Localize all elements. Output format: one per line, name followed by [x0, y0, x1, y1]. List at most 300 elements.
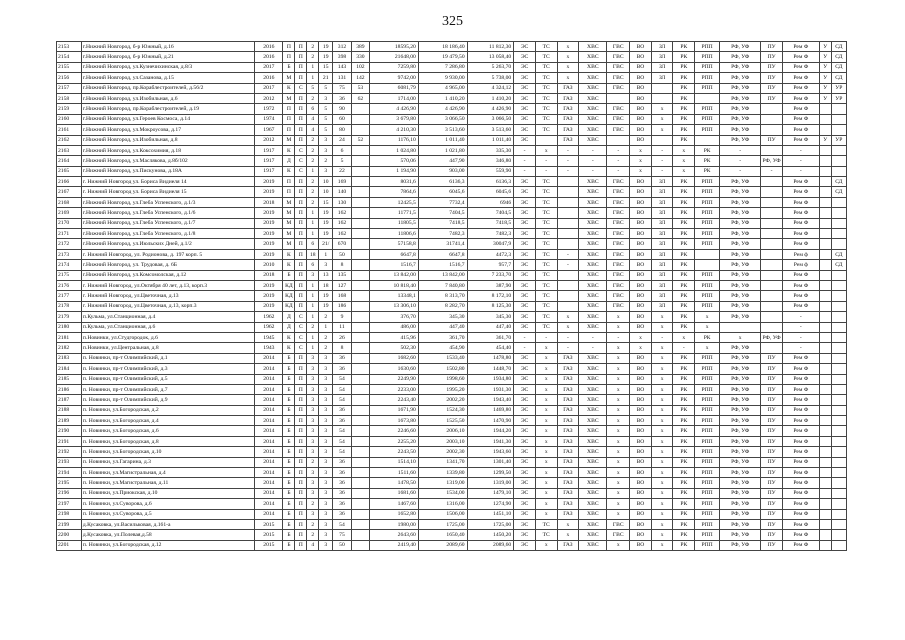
- table-cell: ПУ: [761, 509, 783, 519]
- table-cell: х: [535, 447, 557, 457]
- table-cell: 50: [333, 249, 351, 259]
- table-cell: 2: [307, 42, 319, 52]
- table-cell: [831, 332, 846, 342]
- table-cell: 102: [351, 62, 369, 72]
- table-cell: РК: [695, 156, 720, 166]
- table-cell: ХВС: [579, 519, 607, 529]
- table-cell: 2: [307, 145, 319, 155]
- table-cell: [761, 291, 783, 301]
- table-cell: [819, 457, 831, 467]
- table-cell: х: [607, 426, 630, 436]
- table-cell: РК: [673, 447, 695, 457]
- table-cell: 2019: [255, 280, 283, 290]
- table-cell: Б: [283, 416, 295, 426]
- table-cell: РФ, УФ: [720, 249, 761, 259]
- table-cell: ЭС: [514, 73, 536, 83]
- table-cell: 2171: [57, 229, 82, 239]
- table-cell: [819, 229, 831, 239]
- table-cell: [831, 312, 846, 322]
- table-cell: РФ, УФ: [720, 73, 761, 83]
- table-row: [57, 322, 847, 332]
- table-cell: РФ, УФ: [720, 177, 761, 187]
- table-row: [57, 218, 847, 228]
- table-cell: ЭС: [514, 488, 536, 498]
- table-cell: 6946: [467, 197, 514, 207]
- table-cell: РПП: [695, 457, 720, 467]
- table-cell: Д: [283, 322, 295, 332]
- table-cell: Б: [283, 384, 295, 394]
- table-cell: С: [295, 145, 307, 155]
- table-cell: [557, 177, 579, 187]
- table-cell: 1: [307, 332, 319, 342]
- table-cell: г. Нижний Новгород, ул.Октября 40 лет, д.13, корп.3: [81, 280, 254, 290]
- table-cell: 2249,90: [370, 374, 419, 384]
- table-cell: 13 306,10: [370, 301, 419, 311]
- table-cell: 2014: [255, 374, 283, 384]
- table-cell: 1341,70: [418, 457, 467, 467]
- table-cell: 54: [333, 395, 351, 405]
- table-cell: РК: [673, 197, 695, 207]
- table-cell: 5: [319, 125, 333, 135]
- table-cell: г.Нижний Новгород, ул.Июльских Дней, д.1/2: [81, 239, 254, 249]
- table-cell: ЭС: [514, 468, 536, 478]
- table-cell: 4: [307, 114, 319, 124]
- table-cell: РФ, УФ: [720, 229, 761, 239]
- table-cell: 5: [319, 83, 333, 93]
- table-cell: ХВС: [579, 405, 607, 415]
- table-cell: -: [557, 343, 579, 353]
- table-cell: 127: [333, 280, 351, 290]
- table-cell: ГВС: [607, 62, 630, 72]
- table-cell: 2196: [57, 488, 82, 498]
- table-cell: М: [283, 93, 295, 103]
- table-cell: 2015: [255, 530, 283, 540]
- table-cell: 3: [307, 353, 319, 363]
- table-cell: У: [819, 62, 831, 72]
- table-cell: [351, 426, 369, 436]
- table-cell: п. Новинки, ул.Богородская, д.2: [81, 405, 254, 415]
- table-cell: 3 066,50: [418, 114, 467, 124]
- table-cell: г.Нижний Новгород, ул.Героев Космоса, д.14: [81, 114, 254, 124]
- table-row: [57, 312, 847, 322]
- table-cell: [819, 104, 831, 114]
- table-row: [57, 509, 847, 519]
- table-cell: П: [283, 104, 295, 114]
- table-cell: 2: [307, 499, 319, 509]
- table-cell: [819, 301, 831, 311]
- table-cell: [557, 208, 579, 218]
- table-cell: ГАЗ: [557, 405, 579, 415]
- table-cell: ХВС: [579, 104, 607, 114]
- table-cell: П: [295, 540, 307, 550]
- table-cell: ХВС: [579, 52, 607, 62]
- table-cell: ЭС: [514, 52, 536, 62]
- table-cell: ВО: [630, 436, 652, 446]
- table-cell: ВО: [630, 519, 652, 529]
- table-cell: -: [651, 156, 673, 166]
- table-cell: -: [782, 166, 819, 176]
- table-cell: [761, 208, 783, 218]
- table-cell: 22: [333, 166, 351, 176]
- table-row: [57, 125, 847, 135]
- table-cell: ТС: [535, 229, 557, 239]
- table-cell: РФ, УФ: [720, 416, 761, 426]
- table-cell: п. Новинки, ул.Магистральная, д.4: [81, 468, 254, 478]
- table-cell: Рем Ф: [782, 42, 819, 52]
- table-cell: Рем Ф: [782, 436, 819, 446]
- table-cell: ТС: [535, 42, 557, 52]
- table-cell: РК: [673, 364, 695, 374]
- table-cell: Рем Ф: [782, 488, 819, 498]
- table-cell: Рем Ф: [782, 125, 819, 135]
- table-cell: [351, 416, 369, 426]
- table-cell: [819, 197, 831, 207]
- table-cell: П: [295, 374, 307, 384]
- table-cell: 1998,60: [418, 374, 467, 384]
- table-cell: РФ, УФ: [720, 187, 761, 197]
- table-cell: [819, 270, 831, 280]
- table-cell: -: [514, 332, 536, 342]
- table-cell: г.Нижний Новгород, ул.Маслякова, д.8б/102: [81, 156, 254, 166]
- table-cell: С: [295, 83, 307, 93]
- table-cell: РПП: [695, 42, 720, 52]
- table-cell: х: [535, 488, 557, 498]
- table-cell: 10: [319, 187, 333, 197]
- table-cell: С: [295, 156, 307, 166]
- table-cell: ПУ: [761, 52, 783, 62]
- table-cell: П: [295, 468, 307, 478]
- table-cell: 2255,20: [370, 436, 419, 446]
- table-cell: г.Нижний Новгород, ул.Глеба Успенского, д.1/6: [81, 208, 254, 218]
- table-cell: 3: [307, 395, 319, 405]
- table-cell: П: [295, 52, 307, 62]
- page-number: 325: [442, 14, 463, 29]
- table-cell: 1 024,80: [370, 145, 419, 155]
- table-cell: РФ, УФ: [720, 540, 761, 550]
- table-cell: РК: [673, 291, 695, 301]
- table-cell: ГВС: [607, 291, 630, 301]
- table-row: [57, 447, 847, 457]
- table-cell: Д: [283, 156, 295, 166]
- table-cell: [819, 519, 831, 529]
- table-cell: ХВС: [579, 488, 607, 498]
- table-cell: п.Новинки, ул.Центральная, д.8: [81, 343, 254, 353]
- table-cell: х: [535, 457, 557, 467]
- table-cell: -: [514, 166, 536, 176]
- table-cell: РПП: [695, 177, 720, 187]
- table-cell: 3 513,60: [467, 125, 514, 135]
- table-cell: [761, 343, 783, 353]
- table-cell: 1 021,80: [418, 145, 467, 155]
- table-cell: ЭС: [514, 530, 536, 540]
- table-cell: ПУ: [761, 83, 783, 93]
- table-cell: П: [295, 187, 307, 197]
- table-cell: ХВС: [579, 499, 607, 509]
- table-cell: х: [651, 488, 673, 498]
- table-cell: РПП: [695, 374, 720, 384]
- table-cell: 13: [319, 270, 333, 280]
- table-cell: ПУ: [761, 364, 783, 374]
- table-cell: 186: [333, 301, 351, 311]
- table-cell: Рем Ф: [782, 93, 819, 103]
- table-cell: Б: [283, 457, 295, 467]
- table-cell: П: [295, 239, 307, 249]
- table-cell: ВО: [630, 260, 652, 270]
- table-cell: Рем Ф: [782, 104, 819, 114]
- table-cell: 2: [307, 52, 319, 62]
- table-cell: 12425,5: [370, 197, 419, 207]
- table-cell: 1714,00: [370, 93, 419, 103]
- table-cell: РК: [673, 177, 695, 187]
- table-cell: ГАЗ: [557, 478, 579, 488]
- table-cell: ХВС: [579, 478, 607, 488]
- table-cell: 8 125,30: [467, 301, 514, 311]
- table-cell: РФ, УФ: [720, 93, 761, 103]
- table-cell: 2014: [255, 426, 283, 436]
- table-cell: -: [557, 332, 579, 342]
- table-cell: п.Новинки, ул.Студгородок, д.6: [81, 332, 254, 342]
- table-cell: ЗЛ: [651, 239, 673, 249]
- table-cell: [351, 187, 369, 197]
- table-cell: Рем Ф: [782, 62, 819, 72]
- table-cell: -: [579, 343, 607, 353]
- table-cell: [557, 291, 579, 301]
- table-cell: х: [695, 312, 720, 322]
- table-cell: 18 186,40: [418, 42, 467, 52]
- table-cell: 13348,1: [370, 291, 419, 301]
- table-cell: П: [283, 125, 295, 135]
- table-row: [57, 416, 847, 426]
- table-cell: х: [630, 145, 652, 155]
- table-cell: 2194: [57, 468, 82, 478]
- table-cell: 2014: [255, 353, 283, 363]
- table-cell: РК: [673, 426, 695, 436]
- table-cell: 36: [333, 478, 351, 488]
- table-cell: 1467,60: [370, 499, 419, 509]
- table-row: [57, 135, 847, 145]
- table-cell: П: [283, 52, 295, 62]
- table-cell: [761, 322, 783, 332]
- table-cell: Рем Ф: [782, 540, 819, 550]
- table-cell: ПУ: [761, 436, 783, 446]
- table-cell: 1: [307, 291, 319, 301]
- table-cell: ХВС: [579, 395, 607, 405]
- table-cell: [819, 540, 831, 550]
- table-cell: П: [295, 229, 307, 239]
- table-cell: п. Новинки, пр-т Олимпийский, д.3: [81, 364, 254, 374]
- table-cell: 2019: [255, 301, 283, 311]
- table-cell: ЭС: [514, 436, 536, 446]
- table-cell: х: [607, 509, 630, 519]
- table-cell: 36: [333, 405, 351, 415]
- table-cell: 389: [351, 42, 369, 52]
- table-cell: ВО: [630, 540, 652, 550]
- table-cell: 4 965,00: [418, 83, 467, 93]
- table-cell: ТС: [535, 52, 557, 62]
- table-cell: Рем Ф: [782, 353, 819, 363]
- table-cell: РФ, УФ: [720, 104, 761, 114]
- table-cell: 54: [333, 374, 351, 384]
- table-cell: РПП: [695, 540, 720, 550]
- table-cell: п. Новинки, пр-т Олимпийский, д.5: [81, 374, 254, 384]
- table-cell: 345,30: [467, 312, 514, 322]
- table-cell: 2019: [255, 239, 283, 249]
- table-cell: РК: [673, 395, 695, 405]
- table-cell: х: [607, 540, 630, 550]
- table-cell: [831, 218, 846, 228]
- table-cell: 2170: [57, 218, 82, 228]
- table-cell: 2159: [57, 104, 82, 114]
- table-cell: х: [557, 322, 579, 332]
- table-cell: 1516,7: [370, 260, 419, 270]
- table-row: [57, 436, 847, 446]
- table-cell: -: [782, 322, 819, 332]
- table-cell: х: [607, 488, 630, 498]
- table-cell: [351, 343, 369, 353]
- table-cell: ХВС: [579, 208, 607, 218]
- table-cell: 54: [333, 436, 351, 446]
- table-row: [57, 374, 847, 384]
- table-cell: [351, 478, 369, 488]
- table-cell: ПУ: [761, 416, 783, 426]
- table-cell: [819, 239, 831, 249]
- table-cell: М: [283, 229, 295, 239]
- table-cell: 9 930,00: [418, 73, 467, 83]
- table-cell: УР: [831, 135, 846, 145]
- table-cell: 2018: [255, 197, 283, 207]
- table-cell: п. Новинки, ул.Гагарина, д.3: [81, 457, 254, 467]
- table-cell: [819, 416, 831, 426]
- table-cell: 4: [307, 125, 319, 135]
- table-cell: ГАЗ: [557, 384, 579, 394]
- table-cell: г.Нижний Новгород, ул.Пискунова, д.18А: [81, 166, 254, 176]
- table-cell: 1450,20: [467, 530, 514, 540]
- table-cell: х: [607, 416, 630, 426]
- table-cell: 2192: [57, 447, 82, 457]
- table-cell: ГАЗ: [557, 468, 579, 478]
- table-cell: [831, 114, 846, 124]
- table-cell: 5: [307, 83, 319, 93]
- table-cell: 2016: [255, 42, 283, 52]
- table-cell: ПУ: [761, 519, 783, 529]
- table-cell: 13 842,00: [418, 270, 467, 280]
- table-row: [57, 62, 847, 72]
- table-cell: РК: [673, 353, 695, 363]
- table-cell: 10: [319, 177, 333, 187]
- table-cell: 162: [333, 218, 351, 228]
- table-cell: 168: [333, 291, 351, 301]
- table-cell: КД: [283, 291, 295, 301]
- table-cell: ХВС: [579, 540, 607, 550]
- table-cell: 2157: [57, 83, 82, 93]
- table-cell: ВО: [630, 239, 652, 249]
- table-row: [57, 208, 847, 218]
- table-cell: ВО: [630, 218, 652, 228]
- table-cell: РК: [673, 499, 695, 509]
- table-cell: 2643,60: [370, 530, 419, 540]
- table-cell: х: [673, 332, 695, 342]
- table-cell: ГАЗ: [557, 509, 579, 519]
- table-cell: 2003,10: [418, 436, 467, 446]
- table-cell: х: [535, 405, 557, 415]
- table-cell: ЗЛ: [651, 197, 673, 207]
- table-cell: 4 426,90: [418, 104, 467, 114]
- table-cell: 1917: [255, 156, 283, 166]
- table-cell: [351, 104, 369, 114]
- table-cell: ЗЛ: [651, 229, 673, 239]
- table-cell: РПП: [695, 52, 720, 62]
- table-cell: ХВС: [579, 114, 607, 124]
- table-cell: [351, 457, 369, 467]
- table-cell: 903,00: [418, 166, 467, 176]
- table-cell: [651, 83, 673, 93]
- table-cell: х: [651, 125, 673, 135]
- table-cell: -: [720, 156, 761, 166]
- table-cell: РК: [673, 114, 695, 124]
- table-cell: ГАЗ: [557, 104, 579, 114]
- table-cell: 1: [307, 312, 319, 322]
- table-cell: РК: [673, 280, 695, 290]
- table-cell: РФ, УФ: [720, 353, 761, 363]
- table-cell: С: [295, 343, 307, 353]
- table-cell: ЗЛ: [651, 177, 673, 187]
- table-cell: РПП: [695, 447, 720, 457]
- table-cell: -: [782, 145, 819, 155]
- table-cell: РК: [673, 374, 695, 384]
- table-cell: [831, 426, 846, 436]
- table-cell: П: [295, 353, 307, 363]
- table-cell: 2: [319, 156, 333, 166]
- table-cell: 2233,00: [370, 384, 419, 394]
- table-cell: [557, 187, 579, 197]
- table-cell: Рем Ф: [782, 395, 819, 405]
- table-cell: 3: [319, 488, 333, 498]
- table-cell: У: [819, 42, 831, 52]
- table-cell: 2014: [255, 468, 283, 478]
- table-cell: ВО: [630, 468, 652, 478]
- table-cell: [351, 301, 369, 311]
- table-cell: К: [283, 332, 295, 342]
- table-cell: ЗЛ: [651, 208, 673, 218]
- table-cell: РФ, УФ: [720, 260, 761, 270]
- table-cell: ГАЗ: [557, 488, 579, 498]
- table-cell: 3: [319, 374, 333, 384]
- table-cell: РК: [673, 301, 695, 311]
- table-cell: ХВС: [579, 93, 607, 103]
- table-cell: РК: [673, 229, 695, 239]
- table-cell: 2: [307, 530, 319, 540]
- table-cell: РК: [673, 62, 695, 72]
- table-cell: г.Нижний Новгород, ул.Кузнечихинская, д.8/3: [81, 62, 254, 72]
- table-cell: ГВС: [607, 208, 630, 218]
- table-cell: г.Нижний Новгород, пр.Кораблестроителей, д.56/2: [81, 83, 254, 93]
- table-cell: 162: [333, 229, 351, 239]
- table-cell: 2193: [57, 457, 82, 467]
- table-cell: ГАЗ: [557, 93, 579, 103]
- table-cell: ЭС: [514, 457, 536, 467]
- table-cell: -: [535, 166, 557, 176]
- table-cell: х: [651, 395, 673, 405]
- table-cell: х: [651, 114, 673, 124]
- table-cell: 1: [307, 62, 319, 72]
- table-cell: х: [651, 364, 673, 374]
- table-cell: ТС: [535, 301, 557, 311]
- table-cell: РПП: [695, 426, 720, 436]
- table-cell: 1652,80: [370, 509, 419, 519]
- table-cell: 54: [333, 519, 351, 529]
- table-cell: 3: [319, 395, 333, 405]
- table-cell: 75: [333, 530, 351, 540]
